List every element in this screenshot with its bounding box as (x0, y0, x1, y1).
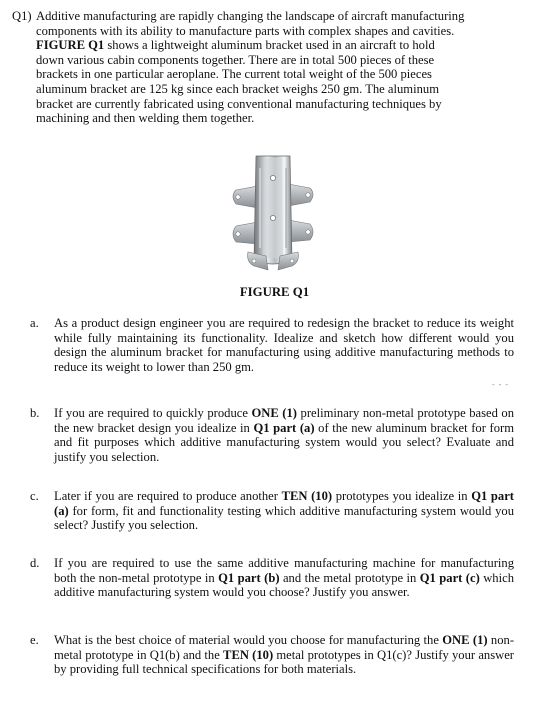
intro-line-2: components with its ability to manufacture parts with complex shapes and cavities. (36, 23, 455, 38)
question-body (36, 9, 524, 126)
sub-question-e (30, 633, 514, 677)
b-bold-2: Q1 part (a) (253, 420, 315, 435)
intro-line-1: Additive manufacturing are rapidly changing the landscape of aircraft manufacturing (36, 9, 465, 23)
answer-mark: - - - (492, 380, 509, 389)
sub-question-b (30, 406, 514, 464)
figure-reference: FIGURE Q1 (36, 38, 105, 53)
b-bold-1: ONE (1) (251, 406, 297, 420)
sub-question-c-label: c. (30, 489, 39, 503)
question-number: Q1) (12, 9, 32, 23)
sub-question-b-label: b. (30, 406, 40, 420)
e-text-3: metal prototypes in Q1(c)? Justify your answer by providing full technical specifications for both materials. (54, 647, 514, 677)
sub-question-a-label: a. (30, 316, 39, 330)
sub-question-c (30, 489, 514, 533)
d-text-2: and the metal prototype in (279, 570, 420, 585)
e-bold-2: TEN (10) (223, 647, 274, 662)
intro-line-6: aluminum bracket are 125 kg since each bracket weighs 250 gm. The aluminum (36, 81, 439, 96)
sub-question-e-label: e. (30, 633, 39, 647)
e-text-1: What is the best choice of material would you choose for manufacturing the (54, 633, 443, 647)
c-bold-2: Q1 part (a) (54, 489, 515, 518)
intro-line-8: machining and then welding them together. (36, 111, 255, 126)
intro-line-7: bracket are currently fabricated using conventional manufacturing techniques by (36, 96, 442, 111)
d-text-3: which additive manufacturing system would you choose? Justify you answer. (54, 570, 514, 600)
sub-question-d (30, 556, 514, 600)
d-bold-2: Q1 part (c) (419, 570, 480, 585)
sub-question-a (30, 316, 514, 374)
c-text-2: prototypes you idealize in (332, 489, 472, 503)
sub-question-a-text: As a product design engineer you are required to redesign the bracket to reduce its weight while fully maintaining its functionality. Idealize and sketch how different would you design the aluminum bracket for manufacturing using additive manufacturing methods to reduce its weight to lower than 250 gm. (54, 316, 514, 374)
figure-caption: FIGURE Q1 (239, 285, 310, 299)
sub-question-e-text (54, 633, 514, 677)
b-text-1: If you are required to quickly produce (54, 406, 252, 420)
intro-line-5: brackets in one particular aeroplane. The current total weight of the 500 pieces (36, 67, 432, 82)
c-text-1: Later if you are required to produce another (54, 489, 282, 503)
sub-question-c-text (54, 489, 514, 533)
b-text-2: preliminary non-metal prototype based on the new bracket design you idealize in (54, 406, 515, 435)
intro-line-3-text: shows a lightweight aluminum bracket used in an aircraft to hold (107, 38, 435, 53)
sub-question-d-label: d. (30, 556, 40, 570)
b-text-3: of the new aluminum bracket for form and fit purposes which additive manufacturing system would you select? Evaluate and justify you selection. (54, 420, 514, 464)
e-bold-1: ONE (1) (442, 633, 488, 647)
c-text-3: for form, fit and functionality testing which additive manufacturing system would you select? Justify you selection. (54, 503, 514, 533)
sub-question-b-text (54, 406, 514, 464)
e-text-2: non-metal prototype in Q1(b) and the (54, 633, 515, 662)
c-bold-1: TEN (10) (281, 489, 333, 503)
intro-line-4: down various cabin components together. There are in total 500 pieces of these (36, 52, 435, 67)
sub-question-d-text (54, 556, 514, 600)
aluminum-bracket-photo (228, 148, 318, 278)
intro-line-3 (36, 38, 524, 53)
question-intro (12, 9, 524, 126)
d-bold-1: Q1 part (b) (218, 570, 280, 585)
d-text-1: If you are required to use the same additive manufacturing machine for manufacturing both the non-metal prototype in (54, 556, 514, 585)
